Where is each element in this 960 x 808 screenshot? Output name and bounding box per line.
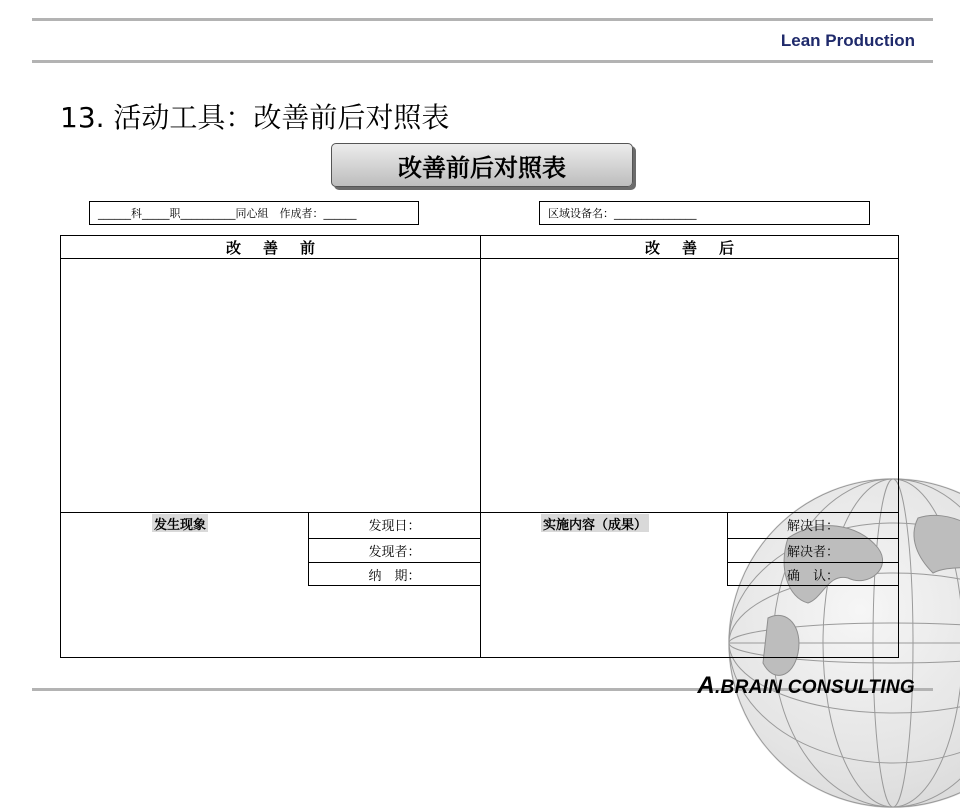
after-heading: [481, 236, 898, 258]
form-title: 改善前后对照表: [398, 153, 566, 182]
footer-brand: [697, 672, 915, 700]
info-equipment-text: 区域设备名：_______________: [548, 207, 697, 220]
top-rule: [32, 18, 933, 21]
info-box-department: [89, 201, 419, 225]
header-divider: [61, 258, 898, 259]
found-by-label: 发现者：: [368, 544, 421, 560]
form-title-box: [331, 143, 633, 187]
resolved-by-label: 解决者：: [786, 544, 839, 560]
header-brand: Lean Production: [780, 31, 915, 50]
implementation-label: 实施内容（成果）: [541, 514, 649, 532]
after-heading-char: 后: [719, 238, 735, 257]
resolved-date-label: 解决日：: [786, 518, 839, 534]
info-department-text: ______科_____职__________同心組 作成者：______: [98, 207, 357, 220]
before-heading-char: 改: [225, 238, 241, 257]
after-field-line-3: [727, 585, 898, 586]
after-heading-char: 改: [644, 238, 660, 257]
center-divider: [480, 236, 481, 658]
footer-brand-text: .BRAIN CONSULTING: [714, 677, 915, 698]
info-box-equipment: [539, 201, 870, 225]
before-field-line-3: [308, 585, 480, 586]
deadline-label: 纳 期：: [368, 568, 421, 584]
comparison-table: [60, 235, 899, 658]
header-rule: [32, 60, 933, 63]
before-heading-char: 善: [262, 238, 278, 257]
after-heading-char: 善: [681, 238, 697, 257]
confirm-label: 确 认：: [786, 568, 839, 584]
phenomenon-label: 发生现象: [152, 514, 208, 532]
footer-brand-initial: A: [697, 672, 715, 699]
slide-title: 13. 活动工具：改善前后对照表: [60, 101, 450, 134]
found-date-label: 发现日：: [368, 518, 421, 534]
before-heading-char: 前: [300, 238, 316, 257]
before-heading: [61, 236, 480, 258]
